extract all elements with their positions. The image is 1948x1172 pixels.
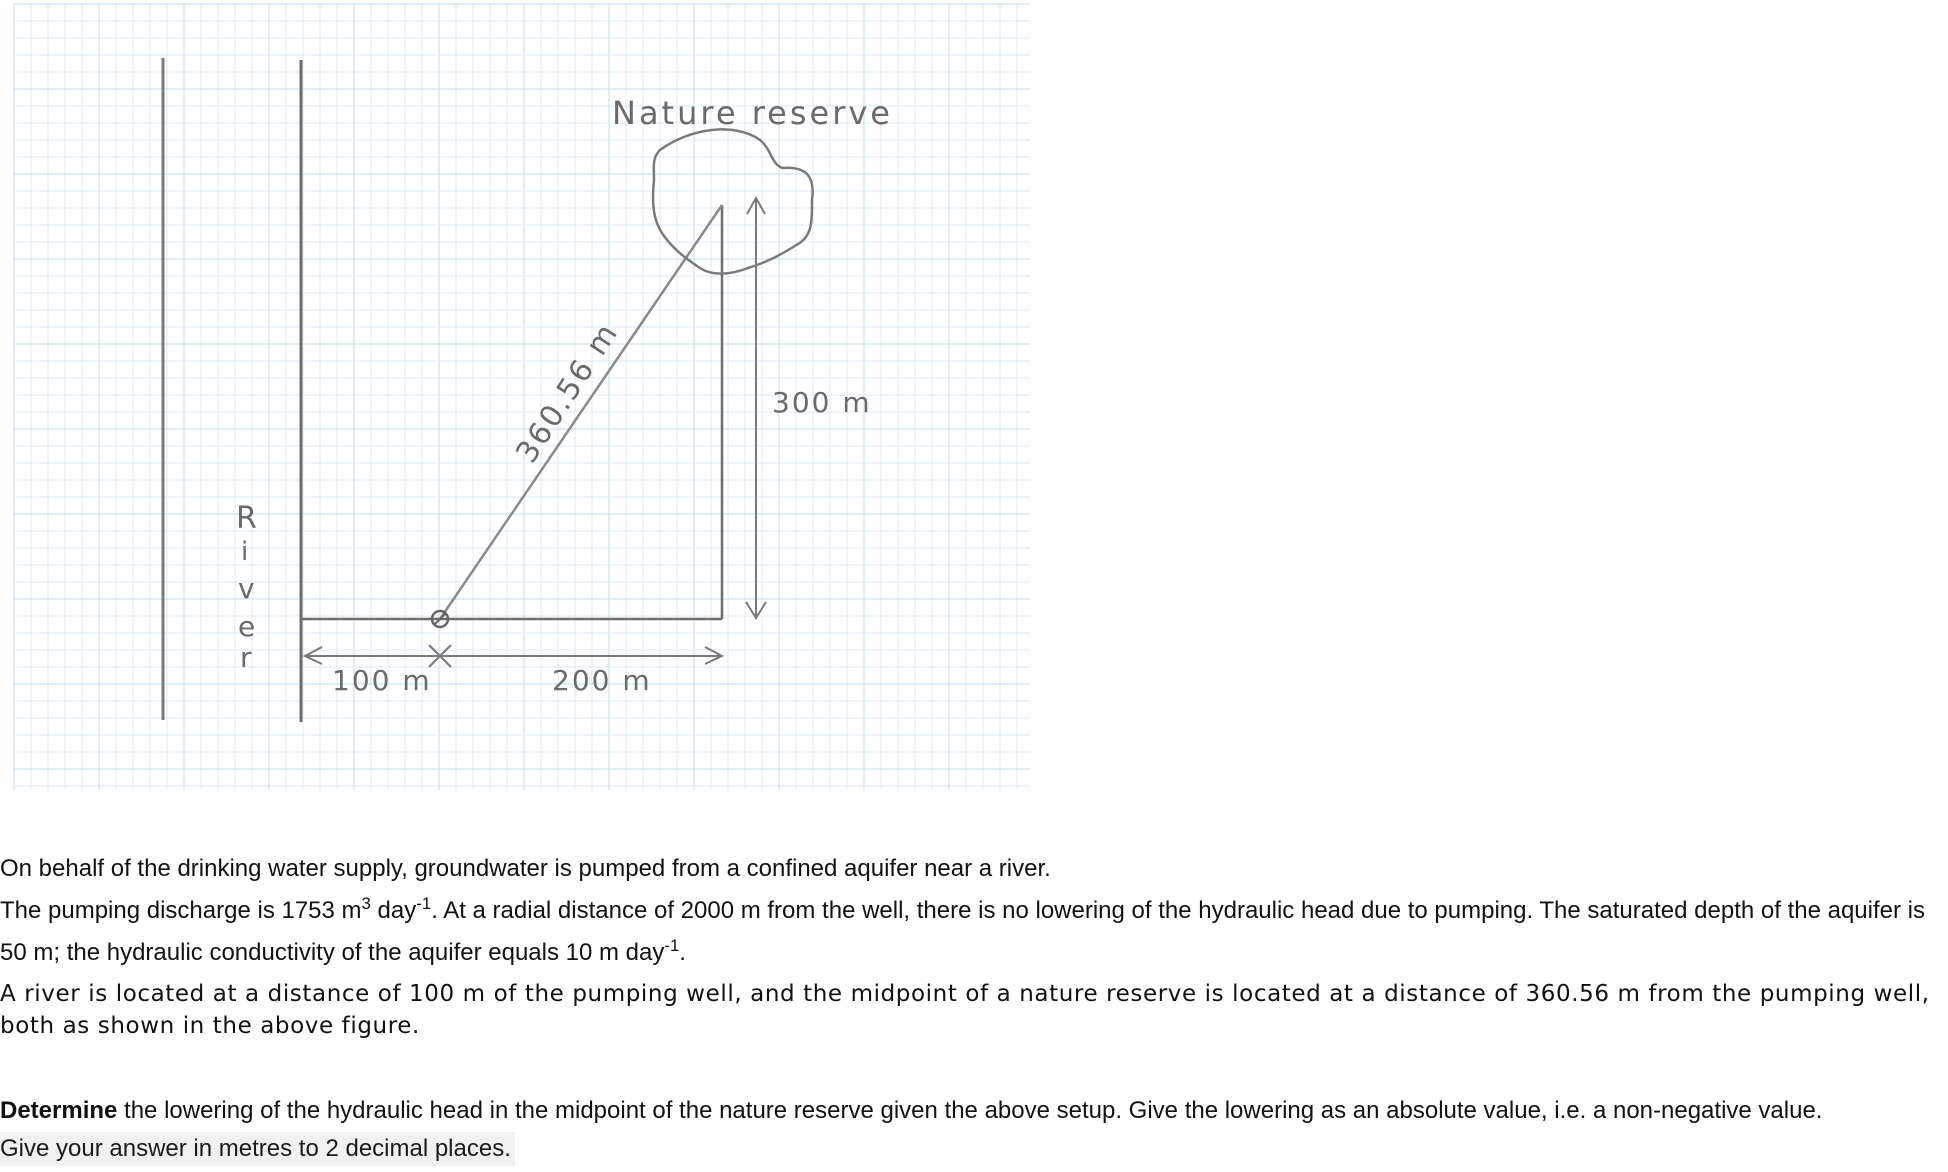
svg-text:e: e [238, 610, 256, 643]
svg-text:v: v [238, 572, 255, 605]
river-reserve-paragraph: A river is located at a distance of 100 m of the pumping well, and the midpoint of a nature reserve is located at a distance of 360.56 m from the pumping well, both as shown in the above figure. [0, 981, 1930, 1039]
hypotenuse-label: 360.56 m [509, 316, 626, 470]
svg-text:i: i [241, 537, 249, 567]
vertical-distance-label: 300 m [772, 386, 872, 419]
vertical-dimension-arrow [746, 198, 766, 618]
problem-text [0, 848, 1940, 1166]
river-label [236, 501, 257, 674]
svg-text:r: r [240, 641, 252, 674]
task-paragraph: Determine the lowering of the hydraulic head in the midpoint of the nature reserve given the above setup. Give the lowering as an absolute value, i.e. a non-negative value. [0, 1097, 1823, 1124]
svg-text:R: R [236, 501, 257, 536]
horizontal-distance-label: 200 m [552, 664, 652, 697]
groundwater-sketch-figure [0, 0, 1040, 795]
discharge-paragraph: The pumping discharge is 1753 $m^3$ day$^{-1}$. At a radial distance of 2000 m from the well, there is no lowering of the hydraulic head due to pumping. The saturated depth of the aquifer is 50 m; the hydraulic conductivity of the aquifer equals 10 m day$^{-1}$. [0, 894, 1925, 966]
intro-paragraph: On behalf of the drinking water supply, groundwater is pumped from a confined aquifer near a river. [0, 855, 1051, 882]
answer-instruction: Give your answer in metres to 2 decimal places. [0, 1132, 515, 1166]
river-distance-label: 100 m [332, 664, 432, 697]
nature-reserve-label: Nature reserve [612, 94, 893, 132]
